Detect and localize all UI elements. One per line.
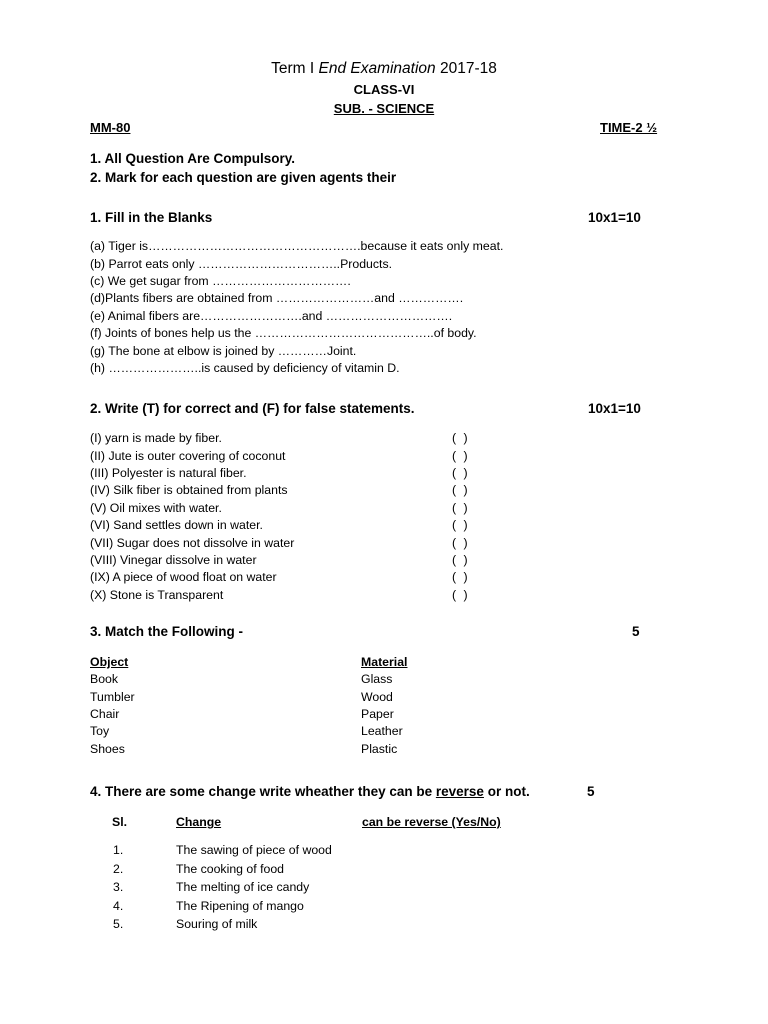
- q4-heading-underlined: reverse: [435, 784, 484, 799]
- q3-heading: 3. Match the Following -: [90, 624, 243, 639]
- object-item: Toy: [90, 724, 110, 738]
- q4-marks: 5: [587, 784, 595, 799]
- title-suffix: 2017-18: [435, 60, 497, 77]
- q2-heading: 2. Write (T) for correct and (F) for false statements.: [90, 401, 415, 416]
- q2-item: (VI) Sand settles down in water.: [90, 518, 263, 532]
- sl-number: 3.: [113, 880, 124, 894]
- material-column-header: Material: [361, 655, 408, 669]
- object-item: Shoes: [90, 742, 125, 756]
- q1-item: (f) Joints of bones help us the ……………………………………..of body.: [90, 326, 477, 340]
- answer-box[interactable]: ( ): [452, 466, 470, 480]
- class-label: CLASS-VI: [353, 82, 415, 97]
- q1-item: (g) The bone at elbow is joined by …………Joint.: [90, 344, 357, 358]
- q1-item: (e) Animal fibers are…………………….and ………………………….: [90, 309, 453, 323]
- sl-number: 4.: [113, 899, 124, 913]
- q1-item: (b) Parrot eats only ……………………………..Products.: [90, 257, 393, 271]
- material-item: Wood: [361, 690, 393, 704]
- q4-heading: [90, 784, 530, 799]
- material-item: Plastic: [361, 742, 398, 756]
- answer-box[interactable]: ( ): [452, 431, 470, 445]
- q2-item: (X) Stone is Transparent: [90, 588, 224, 602]
- answer-box[interactable]: ( ): [452, 501, 470, 515]
- sl-column-header: Sl.: [112, 815, 128, 829]
- q2-item: (VIII) Vinegar dissolve in water: [90, 553, 257, 567]
- q1-marks: 10x1=10: [588, 210, 641, 225]
- change-column-header: Change: [176, 815, 222, 829]
- q2-item: (IX) A piece of wood float on water: [90, 570, 277, 584]
- q2-item: (VII) Sugar does not dissolve in water: [90, 536, 295, 550]
- q2-item: (III) Polyester is natural fiber.: [90, 466, 247, 480]
- answer-box[interactable]: ( ): [452, 588, 470, 602]
- time-allowed: TIME-2 ½: [600, 120, 658, 135]
- exam-title: [0, 60, 768, 78]
- reverse-column-header: can be reverse (Yes/No): [362, 815, 501, 829]
- q1-item: (c) We get sugar from …………………………….: [90, 274, 351, 288]
- sl-number: 1.: [113, 843, 124, 857]
- sl-number: 2.: [113, 862, 124, 876]
- instruction-1: 1. All Question Are Compulsory.: [90, 151, 296, 166]
- title-prefix: Term I: [271, 60, 319, 77]
- q1-item: (h) …………………..is caused by deficiency of vitamin D.: [90, 361, 400, 375]
- q3-marks: 5: [632, 624, 640, 639]
- q2-item: (V) Oil mixes with water.: [90, 501, 222, 515]
- subject-label: SUB. - SCIENCE: [333, 101, 435, 116]
- answer-box[interactable]: ( ): [452, 518, 470, 532]
- q2-item: (IV) Silk fiber is obtained from plants: [90, 483, 288, 497]
- title-italic: End Examination: [318, 60, 436, 77]
- q2-item: (I) yarn is made by fiber.: [90, 431, 222, 445]
- q4-heading-pre: 4. There are some change write wheather they can be: [90, 784, 436, 799]
- change-item: Souring of milk: [176, 917, 258, 931]
- change-item: The cooking of food: [176, 862, 285, 876]
- material-item: Glass: [361, 672, 393, 686]
- object-column-header: Object: [90, 655, 129, 669]
- answer-box[interactable]: ( ): [452, 553, 470, 567]
- answer-box[interactable]: ( ): [452, 449, 470, 463]
- material-item: Paper: [361, 707, 394, 721]
- material-item: Leather: [361, 724, 403, 738]
- sl-number: 5.: [113, 917, 124, 931]
- q1-heading: 1. Fill in the Blanks: [90, 210, 213, 225]
- q1-item: (d)Plants fibers are obtained from ……………………and …………….: [90, 291, 464, 305]
- q1-item: (a) Tiger is…………………………………………….because it eats only meat.: [90, 239, 504, 253]
- q2-marks: 10x1=10: [588, 401, 641, 416]
- max-marks: MM-80: [90, 120, 131, 135]
- object-item: Chair: [90, 707, 120, 721]
- object-item: Tumbler: [90, 690, 135, 704]
- answer-box[interactable]: ( ): [452, 483, 470, 497]
- q2-item: (II) Jute is outer covering of coconut: [90, 449, 286, 463]
- change-item: The melting of ice candy: [176, 880, 310, 894]
- q4-heading-post: or not.: [483, 784, 530, 799]
- answer-box[interactable]: ( ): [452, 536, 470, 550]
- instruction-2: 2. Mark for each question are given agents their: [90, 170, 397, 185]
- answer-box[interactable]: ( ): [452, 570, 470, 584]
- change-item: The sawing of piece of wood: [176, 843, 332, 857]
- object-item: Book: [90, 672, 119, 686]
- change-item: The Ripening of mango: [176, 899, 304, 913]
